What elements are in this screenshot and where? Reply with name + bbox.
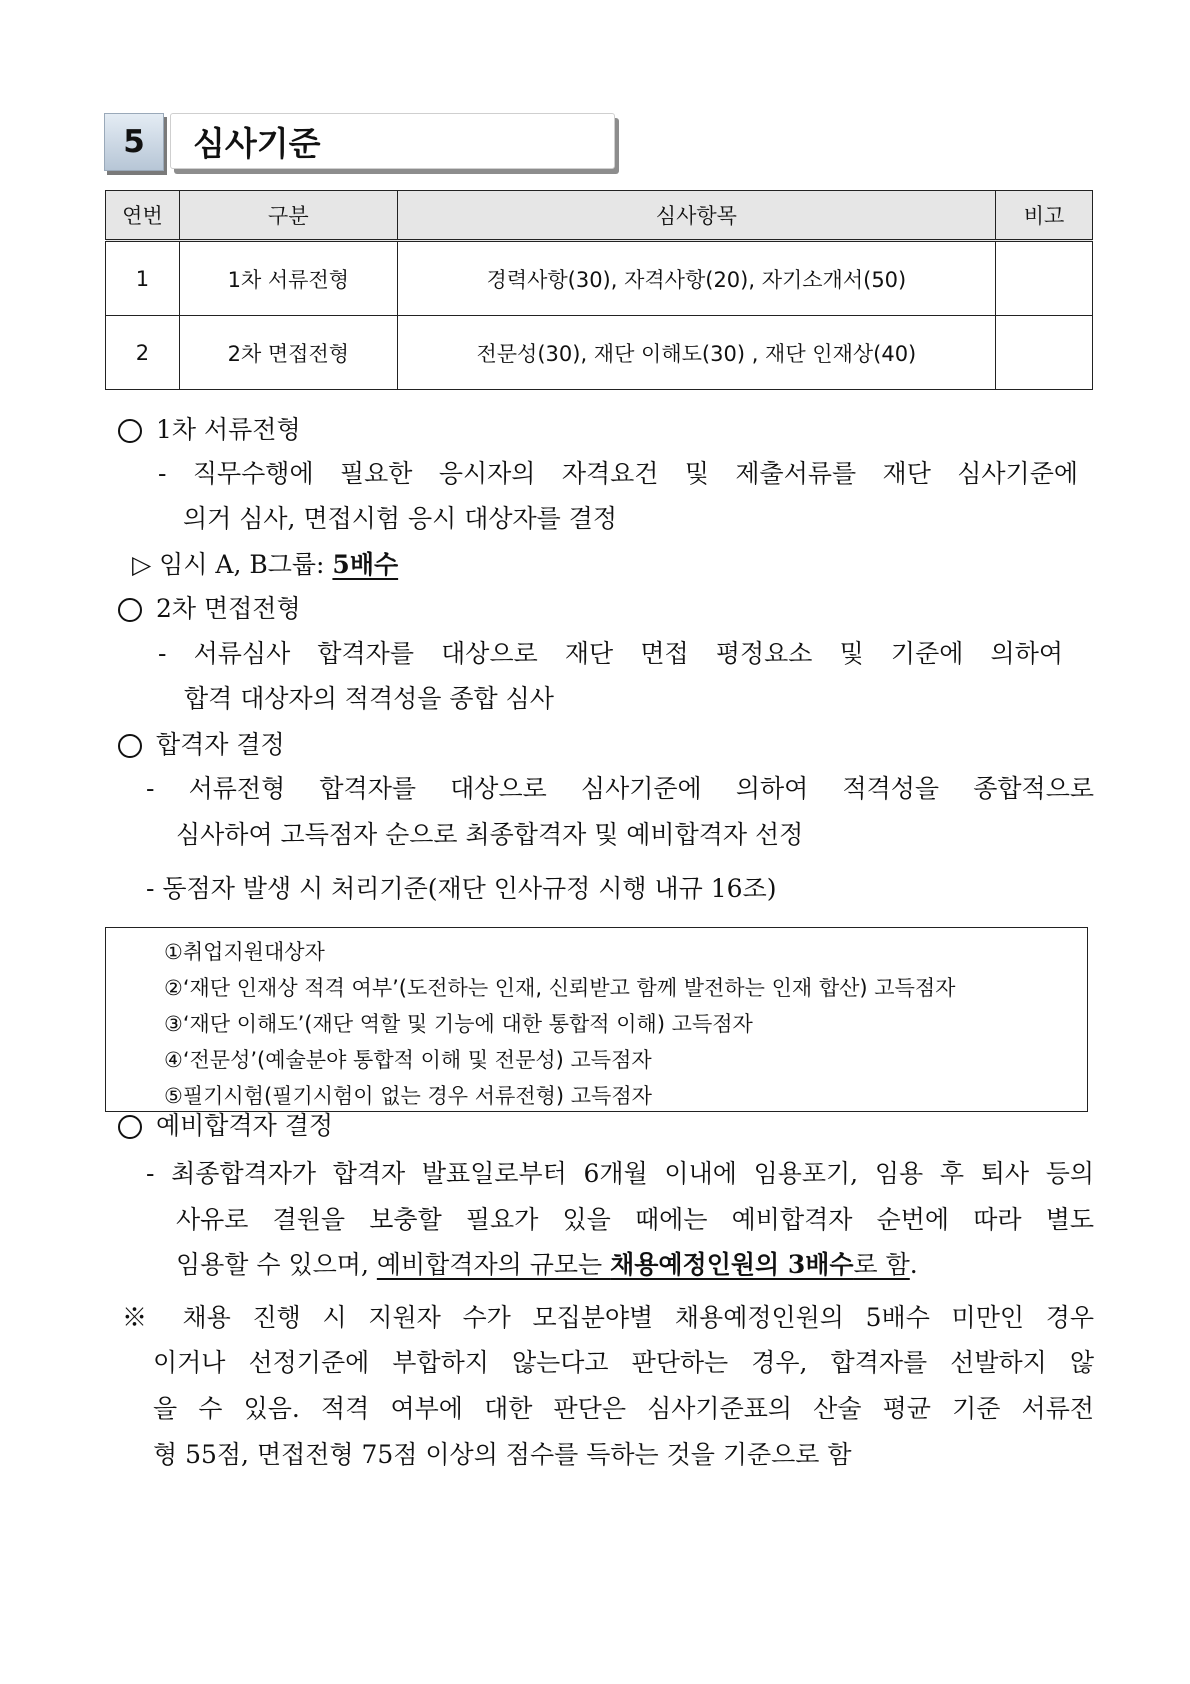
section-heading [118,732,285,758]
note-prefix: ▷ 임시 A, B그룹: [132,550,333,579]
criteria-table [105,190,1093,390]
section-title: 심사기준 [170,113,615,169]
header-no: 연번 [106,191,180,241]
note-line [132,552,398,577]
heading-text: 합격자 결정 [156,730,285,759]
section-heading [118,1113,333,1139]
text-part: . [909,1250,918,1279]
paragraph-line: - 서류심사 합격자를 대상으로 재단 면접 평정요소 및 기준에 의하여 [158,639,1063,668]
cell-remarks [996,241,1093,316]
table-row [106,316,1093,390]
heading-text: 2차 면접전형 [156,594,301,623]
paragraph-line: - 동점자 발생 시 처리기준(재단 인사규정 시행 내규 16조) [146,874,777,903]
section-number: 5 [104,113,164,171]
header-items: 심사항목 [397,191,995,241]
paragraph-line: 의거 심사, 면접시험 응시 대상자를 결정 [183,504,618,533]
tie-rule-item: ③‘재단 이해도’(재단 역할 및 기능에 대한 통합적 이해) 고득점자 [164,1012,753,1036]
circle-bullet-icon [118,598,142,622]
paragraph-line: - 직무수행에 필요한 응시자의 자격요건 및 제출서류를 재단 심사기준에 [158,459,1078,488]
note-value: 5배수 [332,550,399,579]
cell-items: 전문성(30), 재단 이해도(30) , 재단 인재상(40) [397,316,995,390]
cell-category: 2차 면접전형 [179,316,397,390]
circle-bullet-icon [118,734,142,758]
table-header-row [106,191,1093,241]
section-heading [118,417,301,443]
tie-rule-item: ④‘전문성’(예술분야 통합적 이해 및 전문성) 고득점자 [164,1048,652,1072]
paragraph-line [176,1252,918,1277]
tie-rule-item: ②‘재단 인재상 적격 여부’(도전하는 인재, 신뢰받고 함께 발전하는 인재 합산) 고득점자 [164,976,956,1000]
notice-line: ※ 채용 진행 시 지원자 수가 모집분야별 채용예정인원의 5배수 미만인 경우 [122,1303,1094,1332]
cell-category: 1차 서류전형 [179,241,397,316]
heading-text: 1차 서류전형 [156,415,301,444]
paragraph-line: 합격 대상자의 적격성을 종합 심사 [184,684,554,713]
header-remarks: 비고 [996,191,1093,241]
paragraph-line: - 서류전형 합격자를 대상으로 심사기준에 의하여 적격성을 종합적으로 [146,774,1094,803]
notice-line: 형 55점, 면접전형 75점 이상의 점수를 득하는 것을 기준으로 함 [153,1440,852,1469]
section-heading [118,596,301,622]
circle-bullet-icon [118,419,142,443]
cell-no: 2 [106,316,180,390]
emphasis-text: 채용예정인원의 3배수 [610,1250,854,1279]
cell-remarks [996,316,1093,390]
underlined-text: 예비합격자의 규모는 [376,1250,611,1279]
tie-rule-item: ①취업지원대상자 [164,940,325,964]
notice-line: 을 수 있음. 적격 여부에 대한 판단은 심사기준표의 산술 평균 기준 서류전 [153,1394,1094,1423]
cell-no: 1 [106,241,180,316]
circle-bullet-icon [118,1115,142,1139]
paragraph-line: - 최종합격자가 합격자 발표일로부터 6개월 이내에 임용포기, 임용 후 퇴사 등의 [146,1159,1094,1188]
paragraph-line: 심사하여 고득점자 순으로 최종합격자 및 예비합격자 선정 [176,820,804,849]
tie-rules-box [105,927,1088,1112]
paragraph-line: 사유로 결원을 보충할 필요가 있을 때에는 예비합격자 순번에 따라 별도 [176,1205,1094,1234]
tie-rule-item: ⑤필기시험(필기시험이 없는 경우 서류전형) 고득점자 [164,1084,652,1108]
underlined-text: 로 함 [853,1250,910,1279]
heading-text: 예비합격자 결정 [156,1111,333,1140]
header-category: 구분 [179,191,397,241]
text-part: 임용할 수 있으며, [176,1250,377,1279]
cell-items: 경력사항(30), 자격사항(20), 자기소개서(50) [397,241,995,316]
table-row [106,241,1093,316]
notice-line: 이거나 선정기준에 부합하지 않는다고 판단하는 경우, 합격자를 선발하지 않 [153,1348,1094,1377]
